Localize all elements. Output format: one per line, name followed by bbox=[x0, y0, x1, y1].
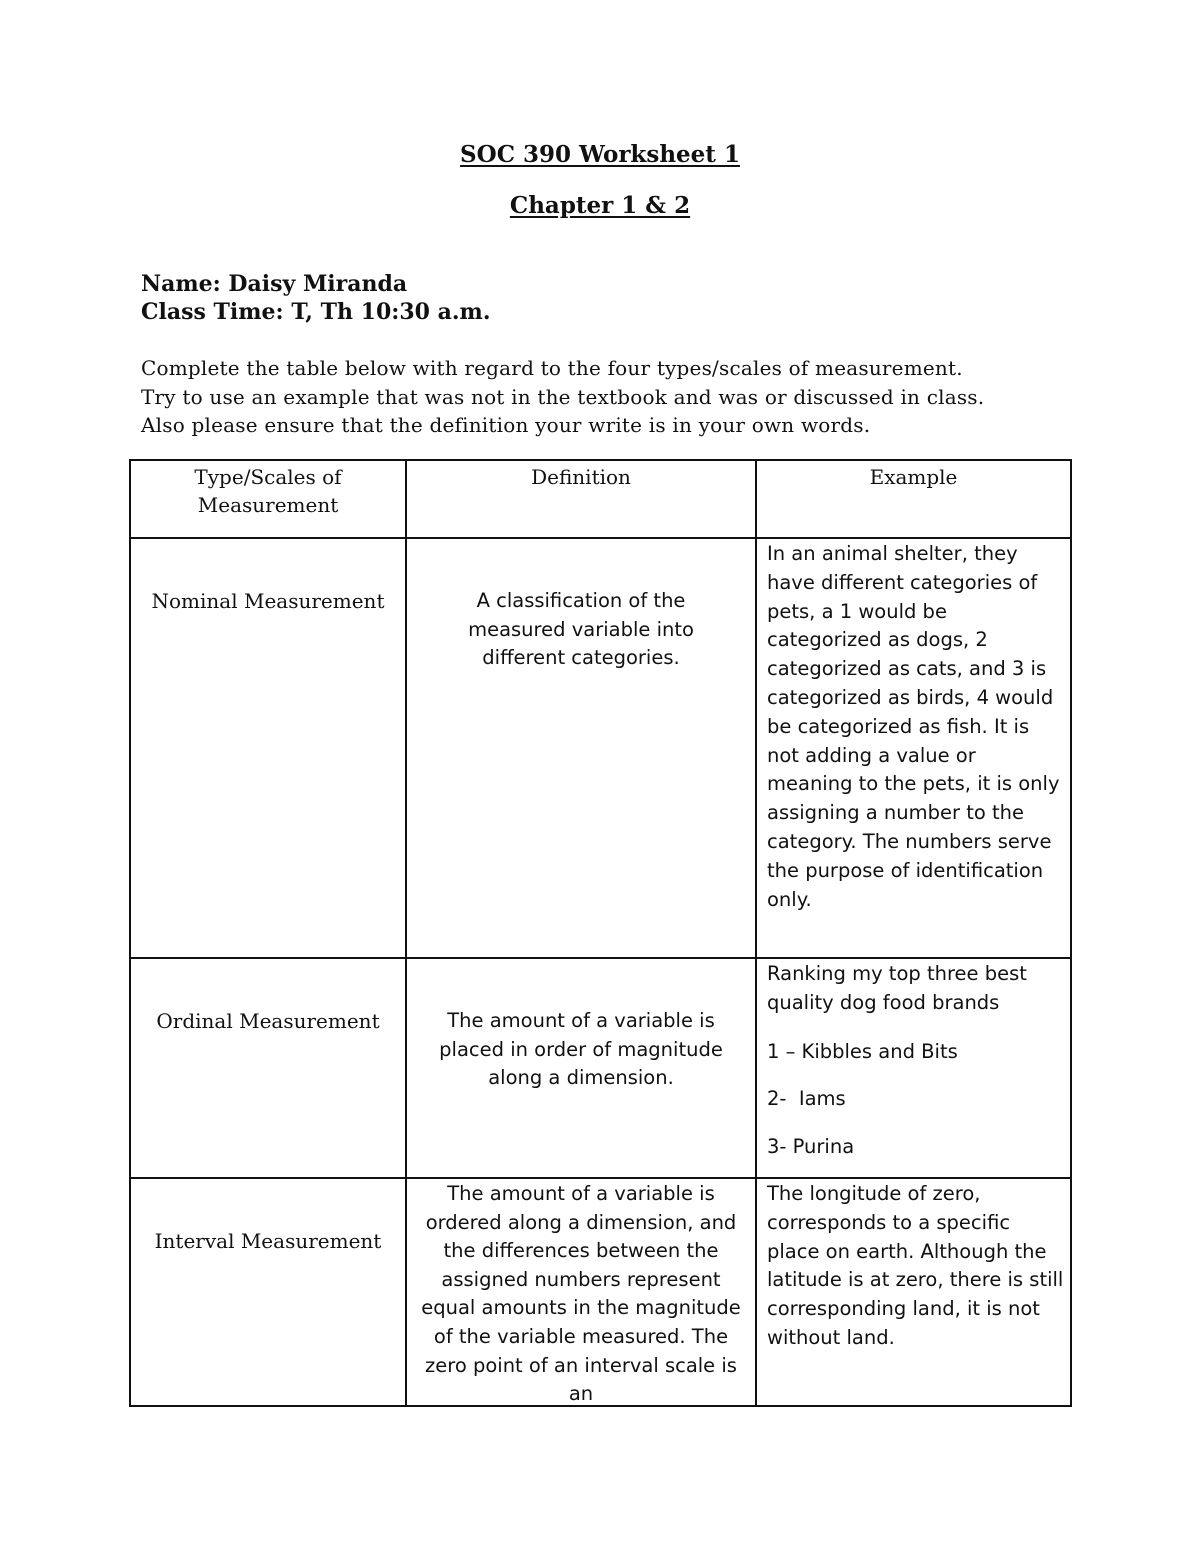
class-time: Class Time: T, Th 10:30 a.m. bbox=[141, 299, 491, 325]
header-type bbox=[130, 460, 406, 538]
type-cell bbox=[130, 1178, 406, 1406]
measurement-table bbox=[129, 459, 1072, 1407]
definition-cell bbox=[406, 1178, 756, 1406]
definition-text: The amount of a variable is placed in order of magnitude along a dimension. bbox=[439, 1009, 723, 1090]
example-cell bbox=[756, 1178, 1071, 1406]
example-text: In an animal shelter, they have different categories of pets, a 1 would be categorized as dogs, 2 categorized as cats, and 3 is categorized as birds, 4 would be categorized as fish. It is not adding a value or meaning to the pets, it is only assigning a number to the category. The numbers serve the purpose of identification only. bbox=[767, 542, 1060, 911]
chapter-subtitle: Chapter 1 & 2 bbox=[509, 192, 691, 219]
header-definition-label: Definition bbox=[531, 465, 631, 489]
instruction-line: Also please ensure that the definition your write is in your own words. bbox=[141, 413, 871, 438]
type-cell bbox=[130, 538, 406, 958]
definition-text: A classification of the measured variable into different categories. bbox=[468, 589, 694, 670]
ranking-item: 2- Iams bbox=[767, 1087, 846, 1111]
header-type-label: Type/Scales of Measurement bbox=[194, 465, 342, 517]
type-cell bbox=[130, 958, 406, 1178]
worksheet-title: SOC 390 Worksheet 1 bbox=[460, 141, 740, 168]
table-row bbox=[130, 538, 1071, 958]
definition-text: The amount of a variable is ordered along a dimension, and the differences between the assigned numbers represent equal amounts in the magnitude of the variable measured. The zero point of an interval scale is an bbox=[421, 1182, 741, 1404]
example-text: The longitude of zero, corresponds to a specific place on earth. Although the latitude is at zero, there is still corresponding land, it is not without land. bbox=[767, 1182, 1064, 1349]
header-example bbox=[756, 460, 1071, 538]
instruction-line: Try to use an example that was not in the textbook and was or discussed in class. bbox=[141, 384, 985, 409]
header-example-label: Example bbox=[869, 465, 958, 489]
example-intro: Ranking my top three best quality dog food brands bbox=[767, 962, 1027, 1014]
definition-cell bbox=[406, 958, 756, 1178]
type-label: Interval Measurement bbox=[154, 1229, 382, 1253]
ranking-list bbox=[767, 1038, 1064, 1162]
student-name: Name: Daisy Miranda bbox=[141, 271, 408, 297]
ranking-item: 3- Purina bbox=[767, 1135, 855, 1159]
type-label: Ordinal Measurement bbox=[156, 1009, 380, 1033]
header-definition bbox=[406, 460, 756, 538]
ranking-item: 1 – Kibbles and Bits bbox=[767, 1039, 958, 1063]
type-label: Nominal Measurement bbox=[151, 589, 385, 613]
table-header-row bbox=[130, 460, 1071, 538]
example-cell bbox=[756, 538, 1071, 958]
table-row bbox=[130, 1178, 1071, 1406]
instructions bbox=[141, 354, 1101, 440]
definition-cell bbox=[406, 538, 756, 958]
instruction-line: Complete the table below with regard to the four types/scales of measurement. bbox=[141, 356, 963, 380]
table-row bbox=[130, 958, 1071, 1178]
example-cell bbox=[756, 958, 1071, 1178]
